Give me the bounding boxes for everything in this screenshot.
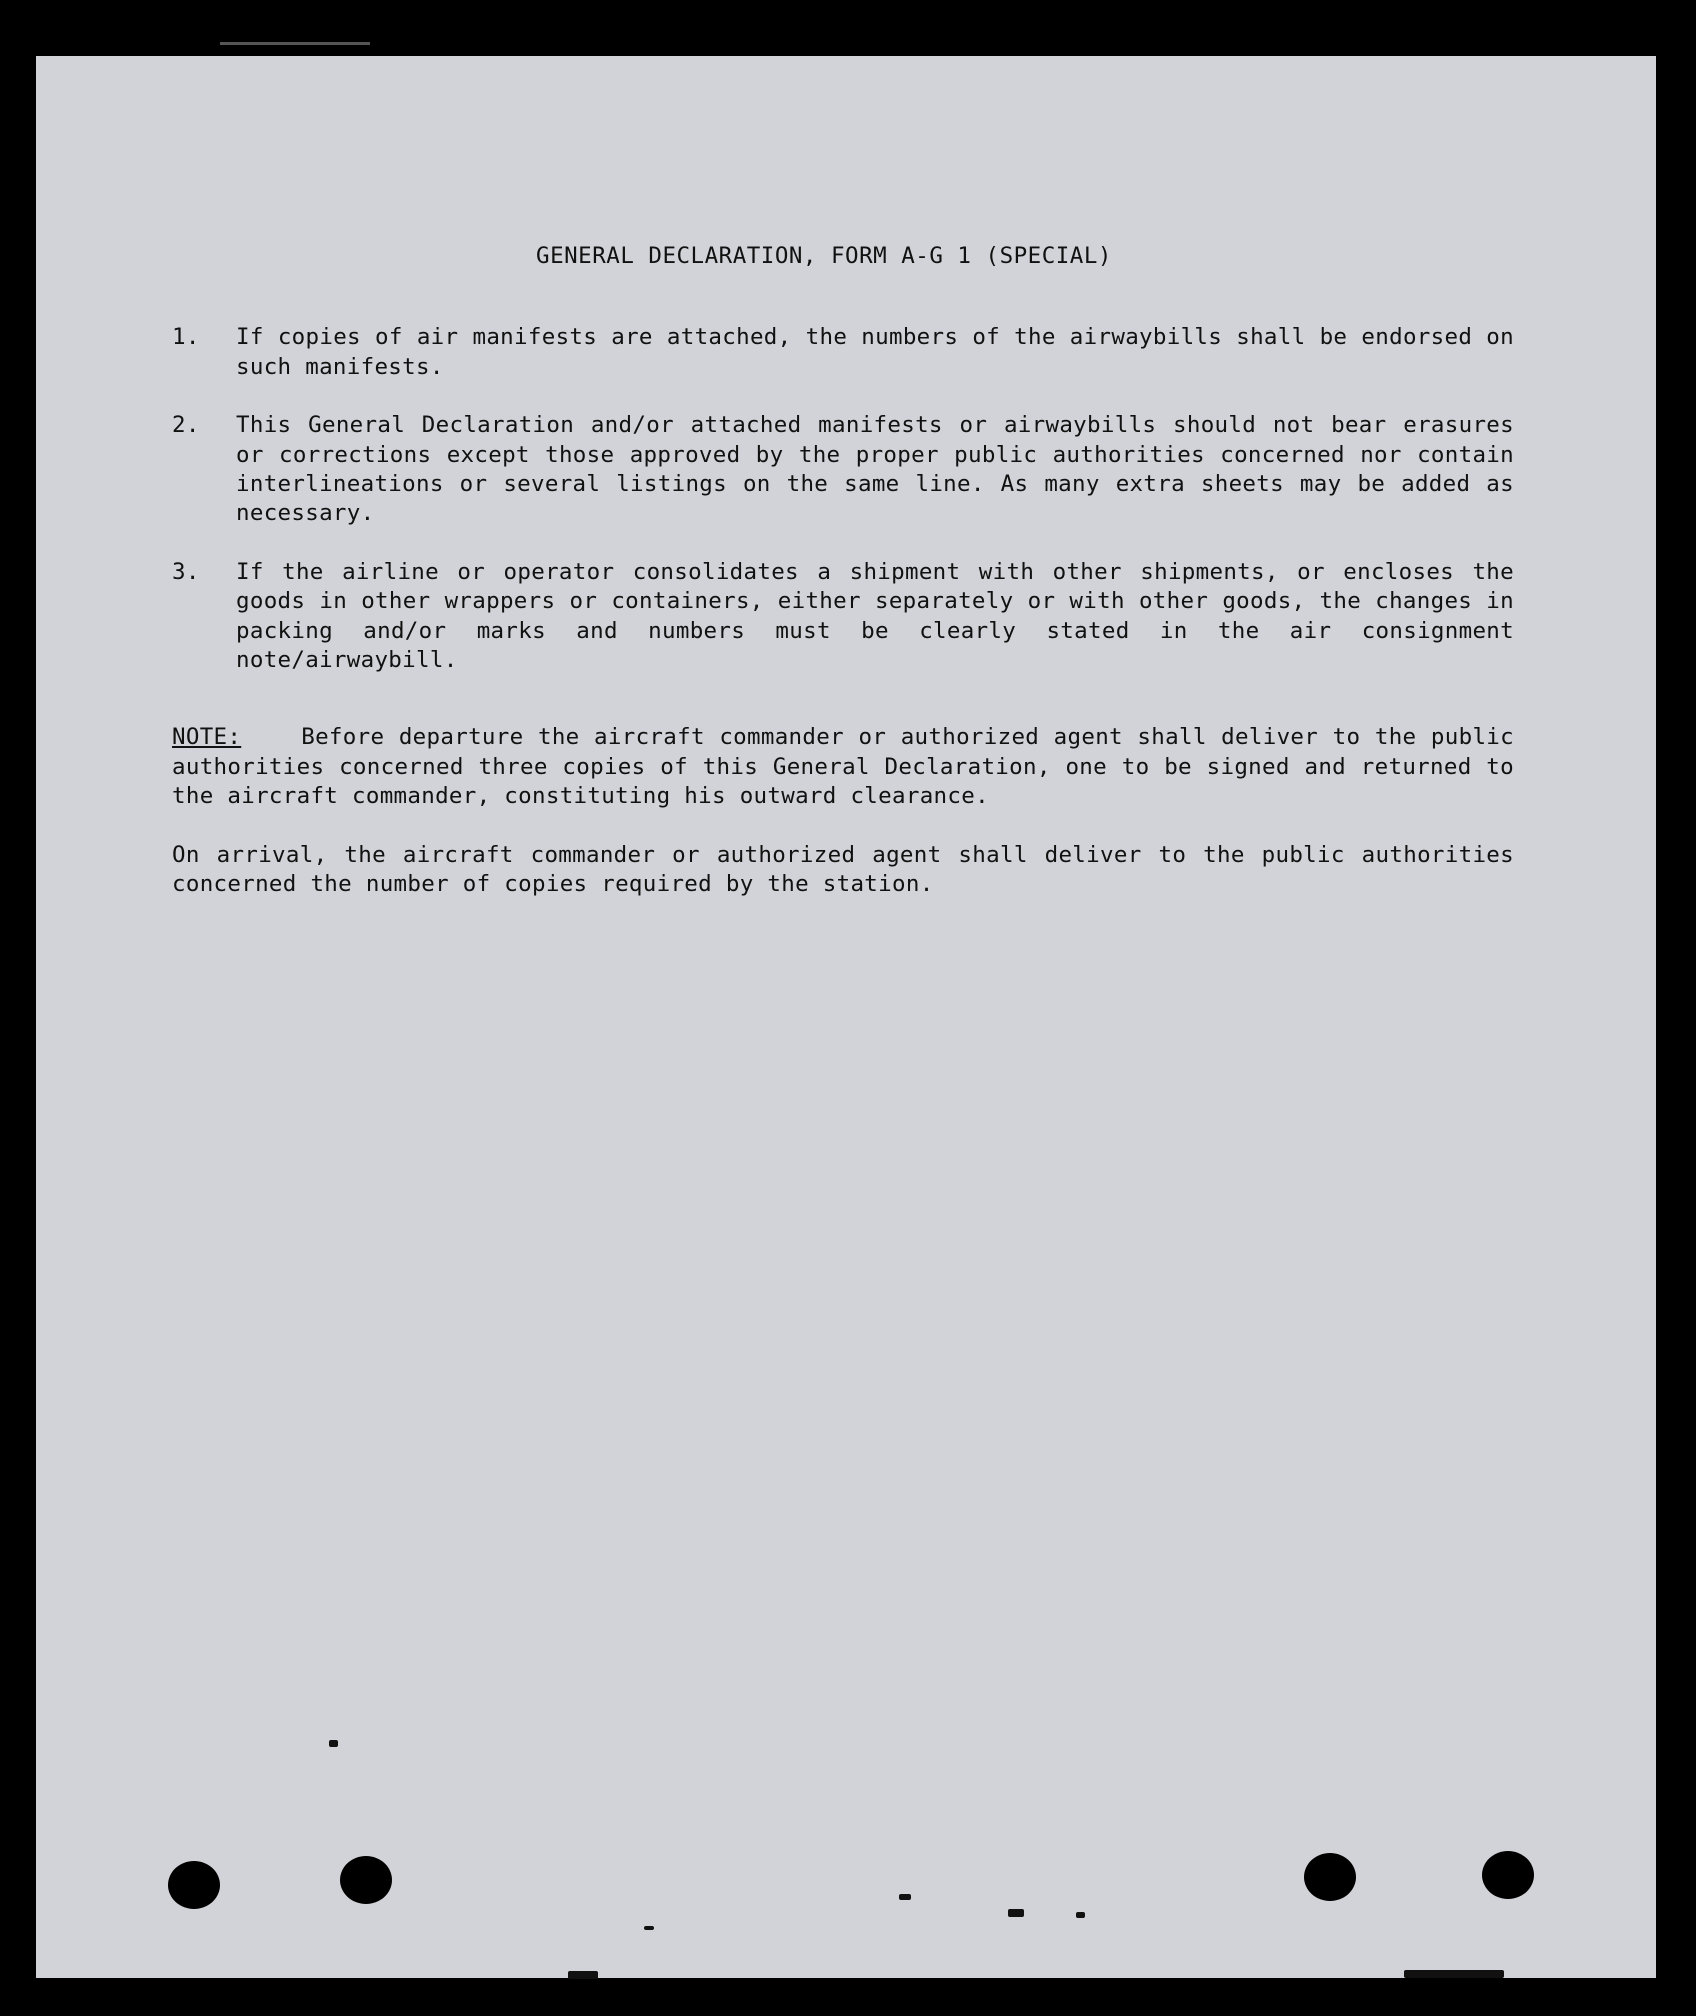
item-number: 1. bbox=[172, 324, 200, 351]
item-text: If the airline or operator consolidates a shipment with other shipments, or encloses the goods in other wrappers or containers, either separately or with other goods, the changes in packing and/or marks and numbers must be clearly stated in the air consignment note/airwaybill. bbox=[236, 558, 1514, 674]
declaration-body bbox=[134, 242, 1514, 900]
item-text: This General Declaration and/or attached manifests or airwaybills should not bear erasures or corrections except those approved by the proper public authorities concerned nor contain interlineations or several listings on the same line. As many extra sheets may be added as necessary. bbox=[236, 412, 1514, 527]
edge-damage bbox=[1404, 1970, 1504, 1978]
top-edge-mark bbox=[220, 42, 370, 45]
speck bbox=[568, 1971, 598, 1979]
speck bbox=[644, 1926, 654, 1930]
punch-hole bbox=[340, 1856, 392, 1904]
note-text: Before departure the aircraft commander or authorized agent shall deliver to the public authorities concerned three copies of this General Declaration, one to be signed and returned to the aircraft commander, constituting his outward clearance. bbox=[172, 724, 1514, 810]
punch-hole bbox=[168, 1861, 220, 1909]
punch-hole bbox=[1304, 1853, 1356, 1901]
list-item bbox=[134, 411, 1514, 529]
item-number: 3. bbox=[172, 558, 200, 585]
list-item bbox=[134, 558, 1514, 676]
note-label: NOTE: bbox=[172, 724, 242, 751]
punch-hole bbox=[1482, 1851, 1534, 1899]
note-paragraph bbox=[134, 723, 1514, 811]
item-number: 2. bbox=[172, 412, 200, 439]
speck bbox=[899, 1894, 911, 1900]
speck bbox=[1076, 1912, 1085, 1918]
item-text: If copies of air manifests are attached, the numbers of the airwaybills shall be endorsed on such manifests. bbox=[236, 324, 1514, 380]
list-item bbox=[134, 323, 1514, 382]
document-title: GENERAL DECLARATION, FORM A-G 1 (SPECIAL) bbox=[536, 243, 1112, 269]
speck bbox=[329, 1740, 338, 1747]
arrival-paragraph: On arrival, the aircraft commander or authorized agent shall deliver to the public authorities concerned the number of copies required by the station. bbox=[172, 841, 1514, 898]
speck bbox=[1008, 1909, 1024, 1917]
